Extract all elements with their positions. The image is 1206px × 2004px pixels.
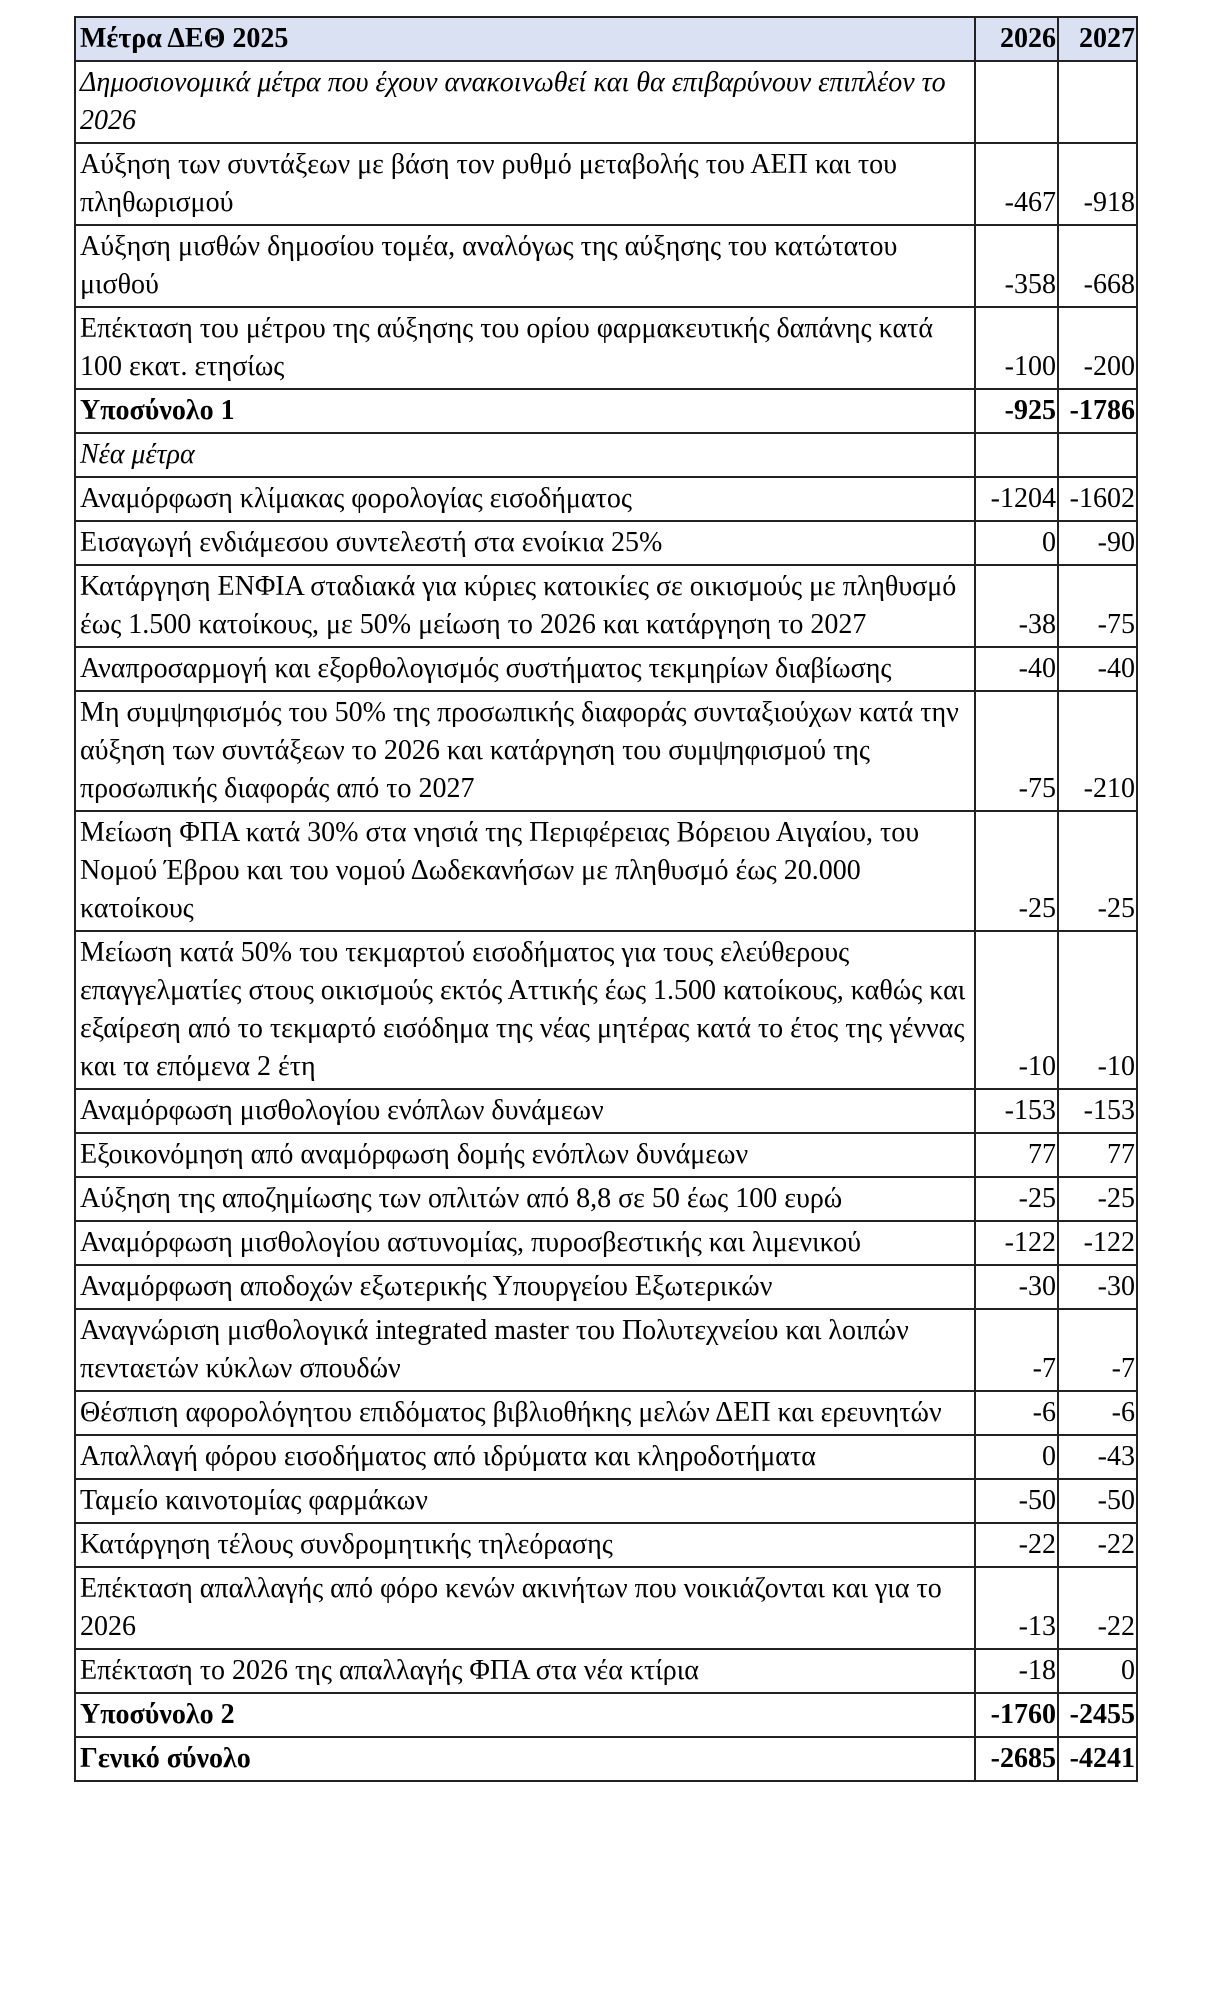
measure-label: Αύξηση της αποζημίωσης των οπλιτών από 8,8 σε 50 έως 100 ευρώ: [75, 1177, 975, 1221]
section-header-row: [75, 433, 1137, 477]
value-2026: -38: [975, 565, 1058, 647]
measure-label: Αναμόρφωση μισθολογίου αστυνομίας, πυροσβεστικής και λιμενικού: [75, 1221, 975, 1265]
measures-table-body: [75, 17, 1137, 1781]
value-2027: -918: [1058, 143, 1137, 225]
value-2027: -30: [1058, 1265, 1137, 1309]
measure-label: Επέκταση απαλλαγής από φόρο κενών ακινήτων που νοικιάζονται και για το 2026: [75, 1567, 975, 1649]
measure-label: Αναπροσαρμογή και εξορθολογισμός συστήματος τεκμηρίων διαβίωσης: [75, 647, 975, 691]
table-row: [75, 1479, 1137, 1523]
value-2027: -22: [1058, 1567, 1137, 1649]
measure-label: Αναμόρφωση μισθολογίου ενόπλων δυνάμεων: [75, 1089, 975, 1133]
value-2026: -75: [975, 691, 1058, 811]
table-row: [75, 1089, 1137, 1133]
value-2027: -1786: [1058, 389, 1137, 433]
measure-label: Μείωση κατά 50% του τεκμαρτού εισοδήματος για τους ελεύθερους επαγγελματίες στους οικισμούς εκτός Αττικής έως 1.500 κατοίκους, καθώς και εξαίρεση από το τεκμαρτό εισόδημα της νέας μητέρας κατά το έτος της γέννας και τα επόμενα 2 έτη: [75, 931, 975, 1089]
measure-label: Θέσπιση αφορολόγητου επιδόματος βιβλιοθήκης μελών ΔΕΠ και ερευνητών: [75, 1391, 975, 1435]
table-row: [75, 811, 1137, 931]
table-row: [75, 691, 1137, 811]
table-row: [75, 1523, 1137, 1567]
table-header-row: [75, 17, 1137, 61]
measure-label: Επέκταση του μέτρου της αύξησης του ορίου φαρμακευτικής δαπάνης κατά 100 εκατ. ετησίως: [75, 307, 975, 389]
value-2027: -10: [1058, 931, 1137, 1089]
table-title: Μέτρα ΔΕΘ 2025: [75, 17, 975, 61]
value-2026: -40: [975, 647, 1058, 691]
value-2026: 0: [975, 521, 1058, 565]
table-row: [75, 1309, 1137, 1391]
value-2026: [975, 433, 1058, 477]
value-2027: -43: [1058, 1435, 1137, 1479]
column-header-2027: 2027: [1058, 17, 1137, 61]
measure-label: Απαλλαγή φόρου εισοδήματος από ιδρύματα και κληροδοτήματα: [75, 1435, 975, 1479]
measure-label: Κατάργηση ΕΝΦΙΑ σταδιακά για κύριες κατοικίες σε οικισμούς με πληθυσμό έως 1.500 κατοίκους, με 50% μείωση το 2026 και κατάργηση το 2027: [75, 565, 975, 647]
value-2026: -25: [975, 1177, 1058, 1221]
value-2027: -50: [1058, 1479, 1137, 1523]
measure-label: Εισαγωγή ενδιάμεσου συντελεστή στα ενοίκια 25%: [75, 521, 975, 565]
measure-label: Κατάργηση τέλους συνδρομητικής τηλεόρασης: [75, 1523, 975, 1567]
measure-label: Υποσύνολο 1: [75, 389, 975, 433]
measure-label: Νέα μέτρα: [75, 433, 975, 477]
value-2027: -668: [1058, 225, 1137, 307]
value-2026: [975, 61, 1058, 143]
value-2026: -22: [975, 1523, 1058, 1567]
measure-label: Αναμόρφωση κλίμακας φορολογίας εισοδήματος: [75, 477, 975, 521]
table-row: [75, 1133, 1137, 1177]
value-2027: -40: [1058, 647, 1137, 691]
value-2027: -4241: [1058, 1737, 1137, 1781]
section-header-row: [75, 61, 1137, 143]
value-2026: -1760: [975, 1693, 1058, 1737]
table-row: [75, 647, 1137, 691]
value-2026: -25: [975, 811, 1058, 931]
table-row: [75, 931, 1137, 1089]
value-2026: -50: [975, 1479, 1058, 1523]
table-row: [75, 1567, 1137, 1649]
value-2026: -18: [975, 1649, 1058, 1693]
measure-label: Επέκταση το 2026 της απαλλαγής ΦΠΑ στα νέα κτίρια: [75, 1649, 975, 1693]
table-row: [75, 1221, 1137, 1265]
grand-total-row: [75, 1737, 1137, 1781]
measure-label: Αναμόρφωση αποδοχών εξωτερικής Υπουργείου Εξωτερικών: [75, 1265, 975, 1309]
value-2027: 0: [1058, 1649, 1137, 1693]
table-row: [75, 521, 1137, 565]
value-2027: -90: [1058, 521, 1137, 565]
value-2027: 77: [1058, 1133, 1137, 1177]
value-2027: -2455: [1058, 1693, 1137, 1737]
value-2026: -6: [975, 1391, 1058, 1435]
measure-label: Μείωση ΦΠΑ κατά 30% στα νησιά της Περιφέρειας Βόρειου Αιγαίου, του Νομού Έβρου και του νομού Δωδεκανήσων με πληθυσμό έως 20.000 κατοίκους: [75, 811, 975, 931]
value-2027: -25: [1058, 1177, 1137, 1221]
subtotal-row: [75, 1693, 1137, 1737]
value-2027: -6: [1058, 1391, 1137, 1435]
measure-label: Δημοσιονομικά μέτρα που έχουν ανακοινωθεί και θα επιβαρύνουν επιπλέον το 2026: [75, 61, 975, 143]
value-2026: 77: [975, 1133, 1058, 1177]
table-row: [75, 143, 1137, 225]
column-header-2026: 2026: [975, 17, 1058, 61]
table-row: [75, 1649, 1137, 1693]
measure-label: Υποσύνολο 2: [75, 1693, 975, 1737]
table-row: [75, 477, 1137, 521]
measure-label: Γενικό σύνολο: [75, 1737, 975, 1781]
value-2027: -122: [1058, 1221, 1137, 1265]
value-2026: -153: [975, 1089, 1058, 1133]
table-row: [75, 225, 1137, 307]
value-2026: 0: [975, 1435, 1058, 1479]
value-2027: -200: [1058, 307, 1137, 389]
value-2027: -75: [1058, 565, 1137, 647]
table-row: [75, 307, 1137, 389]
measure-label: Αύξηση μισθών δημοσίου τομέα, αναλόγως της αύξησης του κατώτατου μισθού: [75, 225, 975, 307]
measures-table: [74, 16, 1138, 1782]
value-2026: -13: [975, 1567, 1058, 1649]
value-2027: -25: [1058, 811, 1137, 931]
value-2027: [1058, 433, 1137, 477]
value-2026: -467: [975, 143, 1058, 225]
table-row: [75, 1177, 1137, 1221]
value-2026: -30: [975, 1265, 1058, 1309]
measure-label: Αύξηση των συντάξεων με βάση τον ρυθμό μεταβολής του ΑΕΠ και του πληθωρισμού: [75, 143, 975, 225]
value-2026: -358: [975, 225, 1058, 307]
value-2026: -2685: [975, 1737, 1058, 1781]
measure-label: Μη συμψηφισμός του 50% της προσωπικής διαφοράς συνταξιούχων κατά την αύξηση των συντάξεων το 2026 και κατάργηση του συμψηφισμού της προσωπικής διαφοράς από το 2027: [75, 691, 975, 811]
measure-label: Ταμείο καινοτομίας φαρμάκων: [75, 1479, 975, 1523]
table-row: [75, 565, 1137, 647]
value-2026: -7: [975, 1309, 1058, 1391]
value-2026: -100: [975, 307, 1058, 389]
value-2027: -210: [1058, 691, 1137, 811]
value-2027: [1058, 61, 1137, 143]
value-2027: -7: [1058, 1309, 1137, 1391]
value-2027: -153: [1058, 1089, 1137, 1133]
subtotal-row: [75, 389, 1137, 433]
value-2026: -1204: [975, 477, 1058, 521]
measure-label: Αναγνώριση μισθολογικά integrated master του Πολυτεχνείου και λοιπών πενταετών κύκλων σπουδών: [75, 1309, 975, 1391]
value-2027: -1602: [1058, 477, 1137, 521]
value-2026: -10: [975, 931, 1058, 1089]
table-row: [75, 1265, 1137, 1309]
value-2026: -925: [975, 389, 1058, 433]
value-2026: -122: [975, 1221, 1058, 1265]
table-row: [75, 1391, 1137, 1435]
value-2027: -22: [1058, 1523, 1137, 1567]
table-row: [75, 1435, 1137, 1479]
measure-label: Εξοικονόμηση από αναμόρφωση δομής ενόπλων δυνάμεων: [75, 1133, 975, 1177]
